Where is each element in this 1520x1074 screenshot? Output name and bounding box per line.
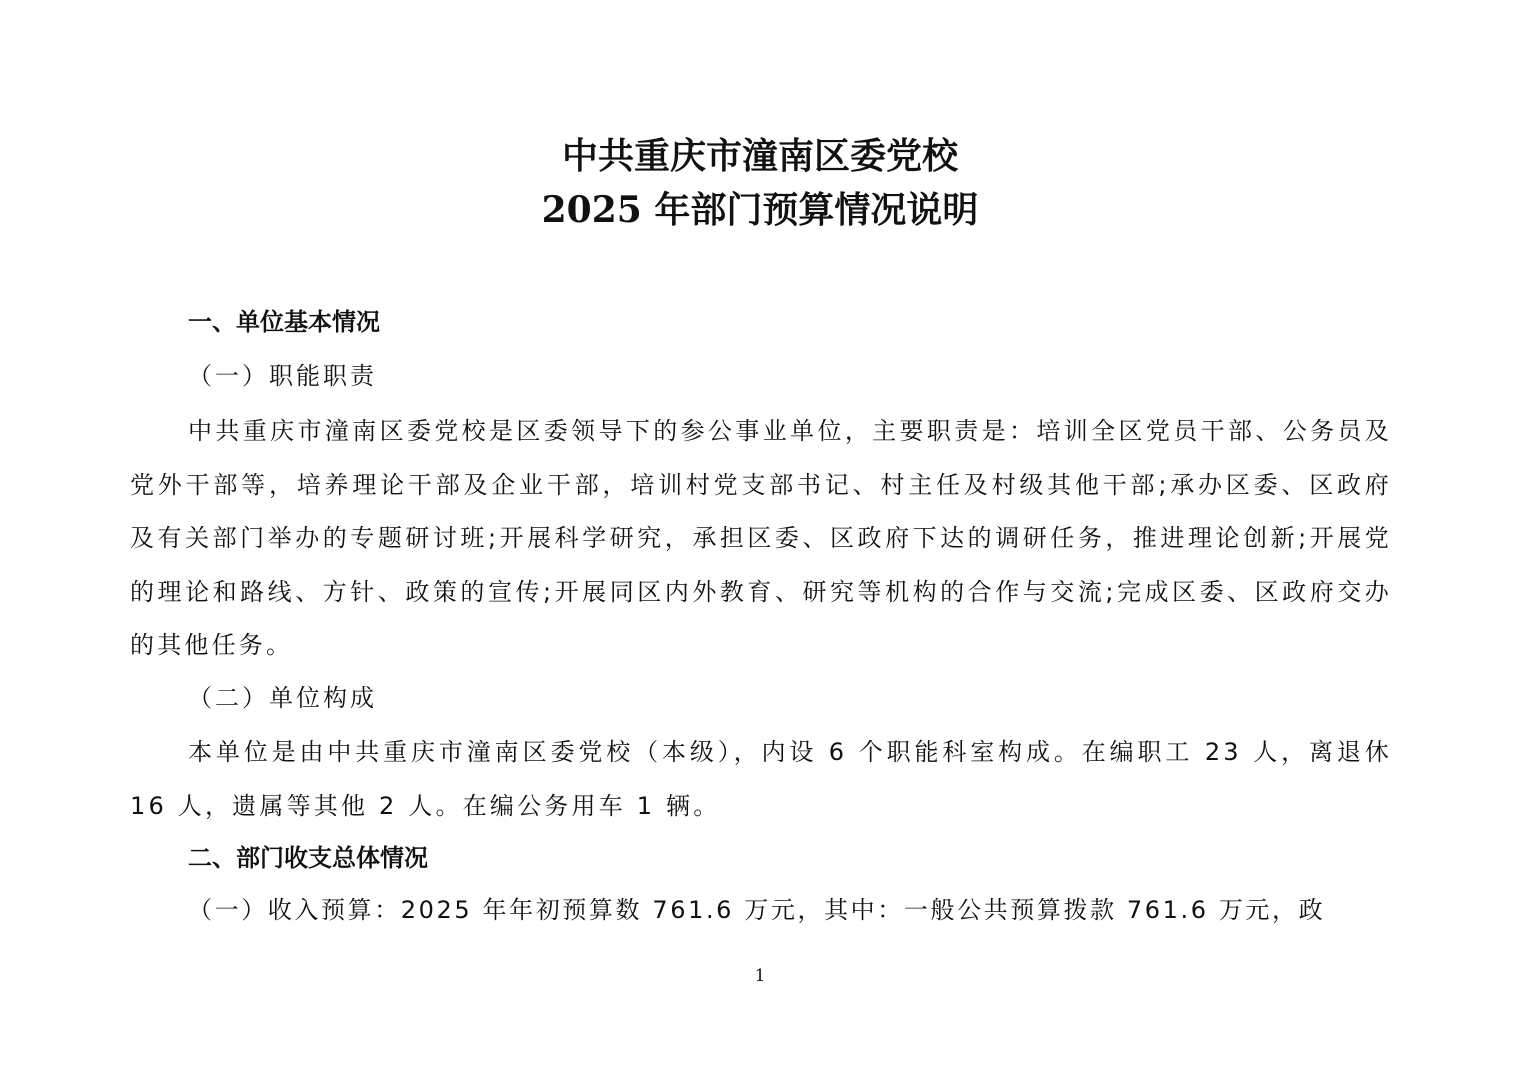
section-1-sub-2-body: 本单位是由中共重庆市潼南区委党校（本级），内设 6 个职能科室构成。在编职工 23 人，离退休 16 人，遗属等其他 2 人。在编公务用车 1 辆。: [130, 738, 1392, 820]
section-1-heading: 一、单位基本情况: [188, 308, 380, 336]
page-number: 1: [754, 966, 766, 986]
section-1-sub-2-heading: （二）单位构成: [188, 684, 377, 712]
document-title-line-1: 中共重庆市潼南区委党校: [561, 135, 958, 177]
section-1-sub-1-heading: （一）职能职责: [188, 362, 377, 390]
section-1-sub-1-body: 中共重庆市潼南区委党校是区委领导下的参公事业单位，主要职责是：培训全区党员干部、公务员及党外干部等，培养理论干部及企业干部，培训村党支部书记、村主任及村级其他干部;承办区委、区政府及有关部门举办的专题研讨班;开展科学研究，承担区委、区政府下达的调研任务，推进理论创新;开展党的理论和路线、方针、政策的宣传;开展同区内外教育、研究等机构的合作与交流;完成区委、区政府交办的其他任务。: [130, 417, 1392, 659]
section-2-heading: 二、部门收支总体情况: [188, 844, 428, 872]
document-title-line-2: [0, 189, 1520, 231]
section-2-sub-1-partial: （一）收入预算：2025 年年初预算数 761.6 万元，其中：一般公共预算拨款 761.6 万元，政: [188, 896, 1326, 924]
document-title-line-2-text: 2025 年部门预算情况说明: [541, 189, 979, 231]
